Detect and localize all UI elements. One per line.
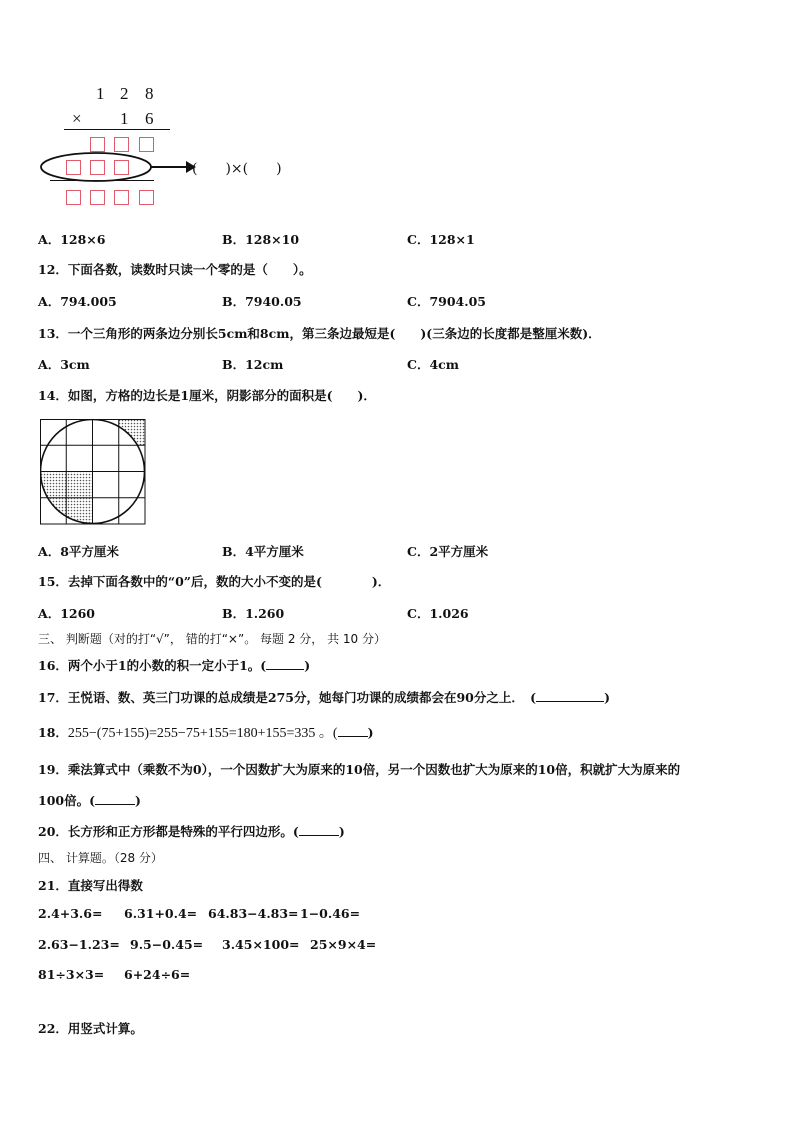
calc-item: 3.45×100= — [222, 937, 300, 952]
option-b[interactable]: B．12cm — [222, 357, 284, 372]
blank-box — [139, 190, 154, 205]
option-a[interactable]: A．1260 — [38, 606, 95, 621]
question-21-title: 21．直接写出得数 — [38, 878, 143, 893]
option-b[interactable]: B．1.260 — [222, 606, 285, 621]
option-c[interactable]: C．1.026 — [407, 606, 469, 621]
option-b[interactable]: B．7940.05 — [222, 294, 302, 309]
question-18: 18．255−(75+155)=255−75+155=180+155=335 。( ) — [38, 725, 374, 741]
calc-item: 64.83−4.83= — [208, 906, 299, 921]
arrow-blanks: ( )×( ) — [192, 161, 282, 177]
second-digit-2: 6 — [145, 109, 154, 128]
top-digit-3: 8 — [145, 84, 154, 103]
option-b[interactable]: B．4平方厘米 — [222, 544, 304, 559]
top-digit-2: 2 — [120, 84, 129, 103]
product-line-2 — [50, 180, 154, 181]
answer-blank[interactable] — [299, 824, 339, 836]
calc-item: 1−0.46= — [300, 906, 361, 921]
option-c[interactable]: C．128×1 — [407, 232, 475, 247]
question-19-line-1: 19．乘法算式中（乘数不为0），一个因数扩大为原来的10倍，另一个因数也扩大为原来的10倍，积就扩大为原来的 — [38, 762, 681, 777]
option-a[interactable]: A．3cm — [38, 357, 90, 372]
option-b[interactable]: B．128×10 — [222, 232, 300, 247]
answer-blank[interactable] — [338, 725, 368, 737]
question-16: 16．两个小于1的小数的积一定小于1。( ) — [38, 658, 311, 673]
option-c[interactable]: C．7904.05 — [407, 294, 486, 309]
option-c[interactable]: C．4cm — [407, 357, 459, 372]
question-22-title: 22．用竖式计算。 — [38, 1021, 143, 1036]
blank-box — [90, 190, 105, 205]
option-a[interactable]: A．128×6 — [38, 232, 106, 247]
top-digit-1: 1 — [96, 84, 105, 103]
option-a[interactable]: A．794.005 — [38, 294, 117, 309]
question-14: 14．如图，方格的边长是1厘米，阴影部分的面积是( )． — [38, 388, 376, 403]
section-4-heading: 四、 计算题。（28 分） — [38, 851, 163, 865]
calc-item: 2.63−1.23= — [38, 937, 120, 952]
question-17: 17．王悦语、数、英三门功课的总成绩是275分，她每门功课的成绩都会在90分之上． ( ) — [38, 690, 610, 705]
calc-item: 81÷3×3= — [38, 967, 105, 982]
question-19-line-2: 100倍。( ) — [38, 793, 141, 808]
calc-item: 25×9×4= — [310, 937, 377, 952]
blank-box — [114, 190, 129, 205]
calc-item: 9.5−0.45= — [130, 937, 204, 952]
question-12: 12．下面各数，读数时只读一个零的是（ ）。 — [38, 262, 312, 277]
section-3-heading: 三、 判断题（对的打“√”， 错的打“×”。 每题 2 分， 共 10 分） — [38, 632, 386, 646]
question-20: 20．长方形和正方形都是特殊的平行四边形。( ) — [38, 824, 345, 839]
question-15: 15．去掉下面各数中的“0”后，数的大小不变的是( )． — [38, 574, 391, 589]
answer-blank[interactable] — [536, 690, 604, 702]
answer-blank[interactable] — [95, 793, 135, 805]
question-13: 13．一个三角形的两条边分别长5cm和8cm，第三条边最短是( )(三条边的长度都是整厘米数)． — [38, 326, 601, 341]
answer-blank[interactable] — [266, 658, 304, 670]
calc-item: 2.4+3.6= — [38, 906, 103, 921]
calc-item: 6+24÷6= — [124, 967, 191, 982]
option-c[interactable]: C．2平方厘米 — [407, 544, 489, 559]
product-line-1 — [64, 129, 170, 130]
second-digit-1: 1 — [120, 109, 129, 128]
grid-circle-figure — [40, 419, 146, 525]
calc-item: 6.31+0.4= — [124, 906, 198, 921]
option-a[interactable]: A．8平方厘米 — [38, 544, 119, 559]
times-sign: × — [72, 109, 82, 128]
blank-box — [66, 190, 81, 205]
